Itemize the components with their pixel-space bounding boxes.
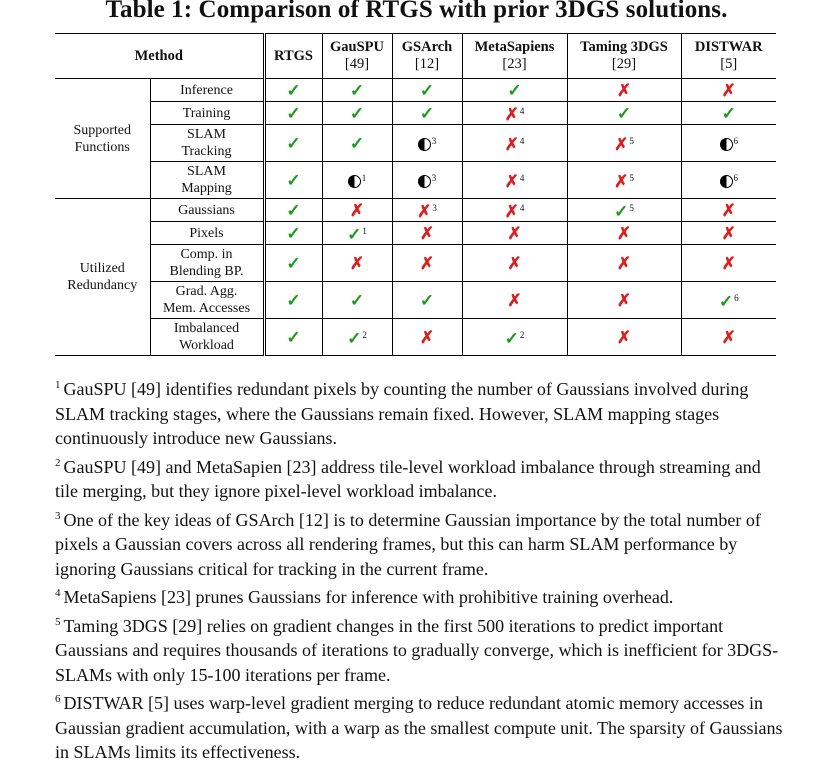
table-cell (681, 102, 776, 125)
table-cell (264, 222, 322, 245)
table-cell (567, 282, 681, 319)
footnote-3: $^3$ One of the key ideas of GSArch [12] is to determine Gaussian importance by the total number of pixels a Gaussian covers across all rendering frames, but this can harm SLAM performance by ignoring Gaussians critical for tracking in the current frame. (55, 509, 761, 579)
table-cell (322, 319, 392, 356)
cross-icon: ✗ (504, 172, 519, 191)
table-cell (681, 282, 776, 319)
check-icon: ✓ (286, 170, 301, 190)
cross-icon: ✗ (419, 223, 435, 243)
check-icon: ✓ (419, 80, 435, 100)
footnote-ref: 3 (431, 136, 437, 146)
cross-icon: ✗ (419, 327, 435, 347)
table-cell (462, 319, 567, 356)
table-cell (392, 162, 462, 199)
check-icon: ✓ (718, 292, 734, 311)
cross-icon: ✗ (419, 253, 435, 273)
table-cell (462, 162, 567, 199)
table-cell (322, 79, 392, 102)
col-header-gauspu: GauSPU [49] (322, 34, 392, 79)
col-header-metasapiens: MetaSapiens [23] (462, 34, 567, 79)
table-cell (322, 125, 392, 162)
table-cell (264, 102, 322, 125)
footnote-ref: 1 (361, 173, 367, 183)
row-label: Pixels (150, 222, 264, 245)
check-icon: ✓ (286, 290, 301, 310)
cross-icon: ✗ (507, 223, 522, 243)
check-icon: ✓ (286, 327, 301, 347)
footnote-ref: 4 (519, 173, 525, 183)
footnote-1: $^1$ GauSPU [49] identifies redundant pixels by counting the number of Gaussians involved during SLAM tracking stages, where the Gaussians remain fixed. However, SLAM mapping stages continuously introduce new Gaussians. (55, 379, 749, 448)
table-cell (462, 282, 567, 319)
table-cell (264, 245, 322, 282)
cross-icon: ✗ (507, 290, 522, 310)
cross-icon: ✗ (616, 80, 632, 100)
table-cell (681, 79, 776, 102)
cross-icon: ✗ (504, 202, 519, 221)
footnote-ref: 2 (362, 330, 367, 340)
footnote-ref: 6 (734, 293, 739, 303)
footnote-ref: 1 (362, 226, 367, 236)
table-cell (322, 199, 392, 222)
footnote-ref: 4 (519, 136, 525, 146)
half-circle-icon (720, 138, 733, 151)
table-cell (567, 102, 681, 125)
table-cell (681, 222, 776, 245)
table-cell (462, 245, 567, 282)
check-icon: ✓ (616, 103, 632, 123)
footnote-ref: 6 (733, 173, 738, 183)
half-circle-icon (720, 175, 733, 188)
footnote-5: $^5$ Taming 3DGS [29] relies on gradient changes in the first 500 iterations to predict important Gaussians and requires thousands of iterations to gradually converge, which is inefficient for 3DGS-SLAMs with only 15-100 iterations per frame. (55, 615, 779, 685)
table-caption: Table 1: Comparison of RTGS with prior 3DGS solutions. (105, 0, 728, 23)
table-cell (392, 222, 462, 245)
table-row (55, 125, 776, 162)
cross-icon: ✗ (616, 327, 632, 347)
col-header-rtgs: RTGS (264, 34, 322, 79)
check-icon: ✓ (507, 80, 522, 100)
footnote-ref: 4 (519, 203, 525, 213)
table-cell (392, 245, 462, 282)
check-icon: ✓ (286, 253, 301, 273)
cross-icon: ✗ (614, 172, 629, 191)
table-cell (462, 222, 567, 245)
table-cell (264, 125, 322, 162)
footnote-ref: 5 (629, 203, 634, 213)
row-label: Gaussians (150, 199, 264, 222)
table-cell (462, 125, 567, 162)
check-icon: ✓ (504, 329, 519, 348)
cross-icon: ✗ (349, 253, 365, 273)
table-cell (567, 199, 681, 222)
footnotes (55, 373, 785, 765)
row-label: Grad. Agg. Mem. Accesses (150, 282, 264, 319)
row-label: Inference (150, 79, 264, 102)
table-cell (681, 199, 776, 222)
comparison-table (55, 33, 776, 356)
check-icon: ✓ (349, 133, 365, 153)
table-cell (681, 162, 776, 199)
table-cell (322, 162, 392, 199)
table-cell (567, 79, 681, 102)
table-cell (264, 199, 322, 222)
footnote-ref: 5 (629, 136, 634, 146)
check-icon: ✓ (349, 290, 365, 310)
table-row (55, 162, 776, 199)
cross-icon: ✗ (504, 135, 519, 154)
table-cell (681, 125, 776, 162)
table-cell (264, 282, 322, 319)
row-label: Training (150, 102, 264, 125)
row-label: SLAM Tracking (150, 125, 264, 162)
table-cell (392, 79, 462, 102)
check-icon: ✓ (347, 225, 362, 244)
group-label: Utilized Redundancy (55, 199, 150, 356)
table-cell (322, 222, 392, 245)
check-icon: ✓ (286, 103, 301, 123)
cross-icon: ✗ (721, 80, 736, 100)
table-row (55, 79, 776, 102)
half-circle-icon (418, 175, 431, 188)
check-icon: ✓ (419, 103, 435, 123)
cross-icon: ✗ (417, 202, 432, 221)
footnote-6: $^6$ DISTWAR [5] uses warp-level gradient merging to reduce redundant atomic memory accesses in Gaussian gradient accumulation, with a warp as the smallest compute unit. The sparsity of Gaussians in SLAMs limits its effectiveness. (55, 693, 783, 762)
cross-icon: ✗ (616, 223, 632, 243)
cross-icon: ✗ (721, 200, 736, 220)
footnote-4: $^4$ MetaSapiens [23] prunes Gaussians for inference with prohibitive training overhead. (55, 587, 674, 607)
check-icon: ✓ (347, 329, 362, 348)
table-cell (392, 282, 462, 319)
check-icon: ✓ (286, 200, 301, 220)
cross-icon: ✗ (504, 105, 519, 124)
table-row (55, 102, 776, 125)
table-cell (264, 79, 322, 102)
footnote-ref: 3 (431, 173, 437, 183)
footnote-ref: 5 (629, 173, 634, 183)
cross-icon: ✗ (349, 200, 365, 220)
cross-icon: ✗ (616, 290, 632, 310)
header-row (55, 34, 776, 79)
row-label: Comp. in Blending BP. (150, 245, 264, 282)
table-cell (567, 245, 681, 282)
col-header-gsarch: GSArch [12] (392, 34, 462, 79)
half-circle-icon (418, 138, 431, 151)
check-icon: ✓ (614, 202, 629, 221)
cross-icon: ✗ (507, 253, 522, 273)
table-row (55, 319, 776, 356)
table-row (55, 222, 776, 245)
table-cell (322, 102, 392, 125)
table-row (55, 245, 776, 282)
footnote-2: $^2$ GauSPU [49] and MetaSapien [23] address tile-level workload imbalance through streaming and tile merging, but they ignore pixel-level workload imbalance. (55, 456, 761, 501)
table-cell (392, 125, 462, 162)
col-header-distwar: DISTWAR [5] (681, 34, 776, 79)
table-row (55, 282, 776, 319)
cross-icon: ✗ (614, 135, 629, 154)
footnote-ref: 4 (519, 106, 525, 116)
table-cell (322, 282, 392, 319)
table-cell (392, 319, 462, 356)
check-icon: ✓ (349, 103, 365, 123)
footnote-ref: 3 (432, 203, 437, 213)
row-label: SLAM Mapping (150, 162, 264, 199)
footnote-ref: 6 (733, 136, 738, 146)
table-cell (567, 125, 681, 162)
col-header-taming-3dgs: Taming 3DGS [29] (567, 34, 681, 79)
table-cell (264, 162, 322, 199)
table-cell (567, 222, 681, 245)
table-cell (264, 319, 322, 356)
table-cell (567, 162, 681, 199)
table-cell (322, 245, 392, 282)
check-icon: ✓ (286, 80, 301, 100)
half-circle-icon (348, 175, 361, 188)
table-cell (567, 319, 681, 356)
method-header: Method (55, 34, 264, 79)
table-cell (462, 79, 567, 102)
table-cell (681, 319, 776, 356)
check-icon: ✓ (286, 133, 301, 153)
cross-icon: ✗ (721, 327, 736, 347)
cross-icon: ✗ (721, 223, 736, 243)
table-row (55, 199, 776, 222)
table-cell (681, 245, 776, 282)
row-label: Imbalanced Workload (150, 319, 264, 356)
table-cell (392, 199, 462, 222)
table-cell (392, 102, 462, 125)
table-cell (462, 102, 567, 125)
check-icon: ✓ (349, 80, 365, 100)
footnote-ref: 2 (519, 330, 525, 340)
cross-icon: ✗ (721, 253, 736, 273)
cross-icon: ✗ (616, 253, 632, 273)
group-label: Supported Functions (55, 79, 150, 199)
check-icon: ✓ (419, 290, 435, 310)
table-cell (462, 199, 567, 222)
check-icon: ✓ (286, 223, 301, 243)
check-icon: ✓ (721, 103, 736, 123)
